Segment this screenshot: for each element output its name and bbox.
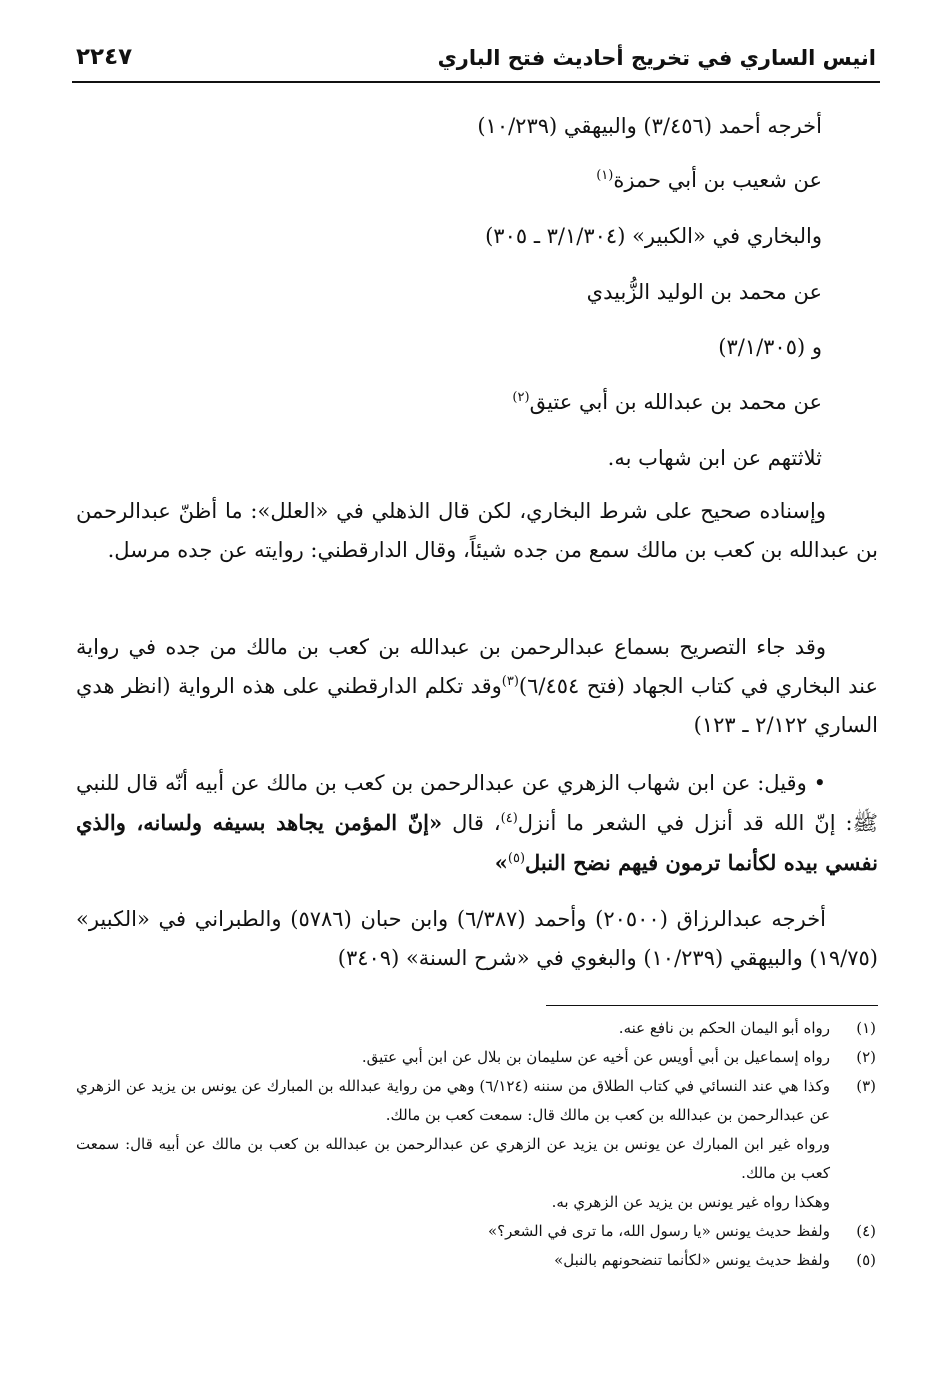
text-line: والبخاري في «الكبير» (٣/١/٣٠٤ ـ ٣٠٥): [485, 224, 822, 248]
text-line: ثلاثتهم عن ابن شهاب به.: [607, 446, 822, 470]
paragraph-tasrih: وقد جاء التصريح بسماع عبدالرحمن بن عبدالله بن كعب بن مالك من جده في رواية عند البخاري في كتاب الجهاد (فتح ٦/٤٥٤)$^{(٣)}$وقد تكلم الدارقطني على هذه الرواية (انظر هدي الساري ٢/١٢٢ ـ ١٢٣): [76, 635, 878, 737]
text-line: و (٣/١/٣٠٥): [718, 335, 822, 359]
footnotes: [76, 1014, 878, 1275]
text-line: أخرجه أحمد (٣/٤٥٦) والبيهقي (١٠/٢٣٩): [477, 114, 822, 138]
footnote: (٥) ولفظ حديث يونس «لكأنما تنضحونهم بالنبل»: [76, 1246, 878, 1275]
footnote-separator: [546, 1005, 878, 1006]
text-line: عن محمد بن الوليد الزُّبيدي: [586, 280, 822, 304]
paragraph-isnad: وإسناده صحيح على شرط البخاري، لكن قال الذهلي في «العلل»: ما أظنّ عبدالرحمن بن عبدالله بن كعب بن مالك سمع من جده شيئاً، وقال الدارقطني: روايته عن جده مرسل.: [76, 499, 878, 562]
footnote-number: (٢): [856, 1048, 876, 1066]
text-line: عن محمد بن عبدالله بن أبي عتيق$^{(٢)}$: [512, 390, 822, 414]
footnote-number: (٥): [856, 1251, 876, 1269]
text-line: عن شعيب بن أبي حمزة$^{(١)}$: [596, 168, 822, 192]
footnote: (٢) رواه إسماعيل بن أبي أويس عن أخيه عن سليمان بن بلال عن ابن أبي عتيق.: [76, 1043, 878, 1072]
footnote-number: (٤): [856, 1222, 876, 1240]
footnote-ref[interactable]: (٣): [501, 674, 519, 689]
footnote-ref[interactable]: (٤): [500, 811, 518, 826]
hadith-text: «إنّ المؤمن يجاهد بسيفه ولسانه، والذي نفسي بيده لكأنما ترمون فيهم نضح النبل: [76, 810, 878, 875]
footnote-ref[interactable]: (٢): [512, 390, 530, 405]
paragraph-qila: • وقيل: عن ابن شهاب الزهري عن عبدالرحمن بن كعب بن مالك عن أبيه أنّه قال للنبي ﷺ: إنّ الله قد أنزل في الشعر ما أنزل$^{(٤)}$، قال «إنّ المؤمن يجاهد بسيفه ولسانه، والذي نفسي بيده لكأنما ترمون فيهم نضح النبل$^{(٥)}$»: [76, 771, 879, 875]
footnote-ref[interactable]: (١): [596, 168, 614, 183]
footnote: (٤) ولفظ حديث يونس «يا رسول الله، ما ترى في الشعر؟»: [76, 1217, 878, 1246]
footnote-ref[interactable]: (٥): [507, 851, 526, 866]
paragraph-takhrij: أخرجه عبدالرزاق (٢٠٥٠٠) وأحمد (٦/٣٨٧) وابن حبان (٥٧٨٦) والطبراني في «الكبير» (١٩/٧٥) والبيهقي (١٠/٢٣٩) والبغوي في «شرح السنة» (٣٤٠٩): [76, 907, 878, 970]
book-title: انيس الساري في تخريج أحاديث فتح الباري: [437, 46, 876, 70]
footnote-number: (١): [856, 1019, 876, 1037]
footnote: (١) رواه أبو اليمان الحكم بن نافع عنه.: [76, 1014, 878, 1043]
main-text: [76, 0, 878, 1000]
page-number: ٢٢٤٧: [76, 44, 133, 70]
footnote-number: (٣): [856, 1077, 876, 1095]
footnote: (٣) وكذا هي عند النسائي في كتاب الطلاق من سننه (٦/١٢٤) وهي من رواية عبدالله بن المبارك عن يونس بن يزيد عن الزهري عن عبدالرحمن بن عبدالله بن كعب بن مالك قال: سمعت كعب بن مالك. ورواه غير ابن المبارك عن يونس بن يزيد عن الزهري عن عبدالرحمن بن عبدالله بن كعب بن مالك عن أبيه قال: سمعت كعب بن مالك. وهكذا رواه غير يونس بن يزيد عن الزهري به.: [76, 1072, 878, 1217]
